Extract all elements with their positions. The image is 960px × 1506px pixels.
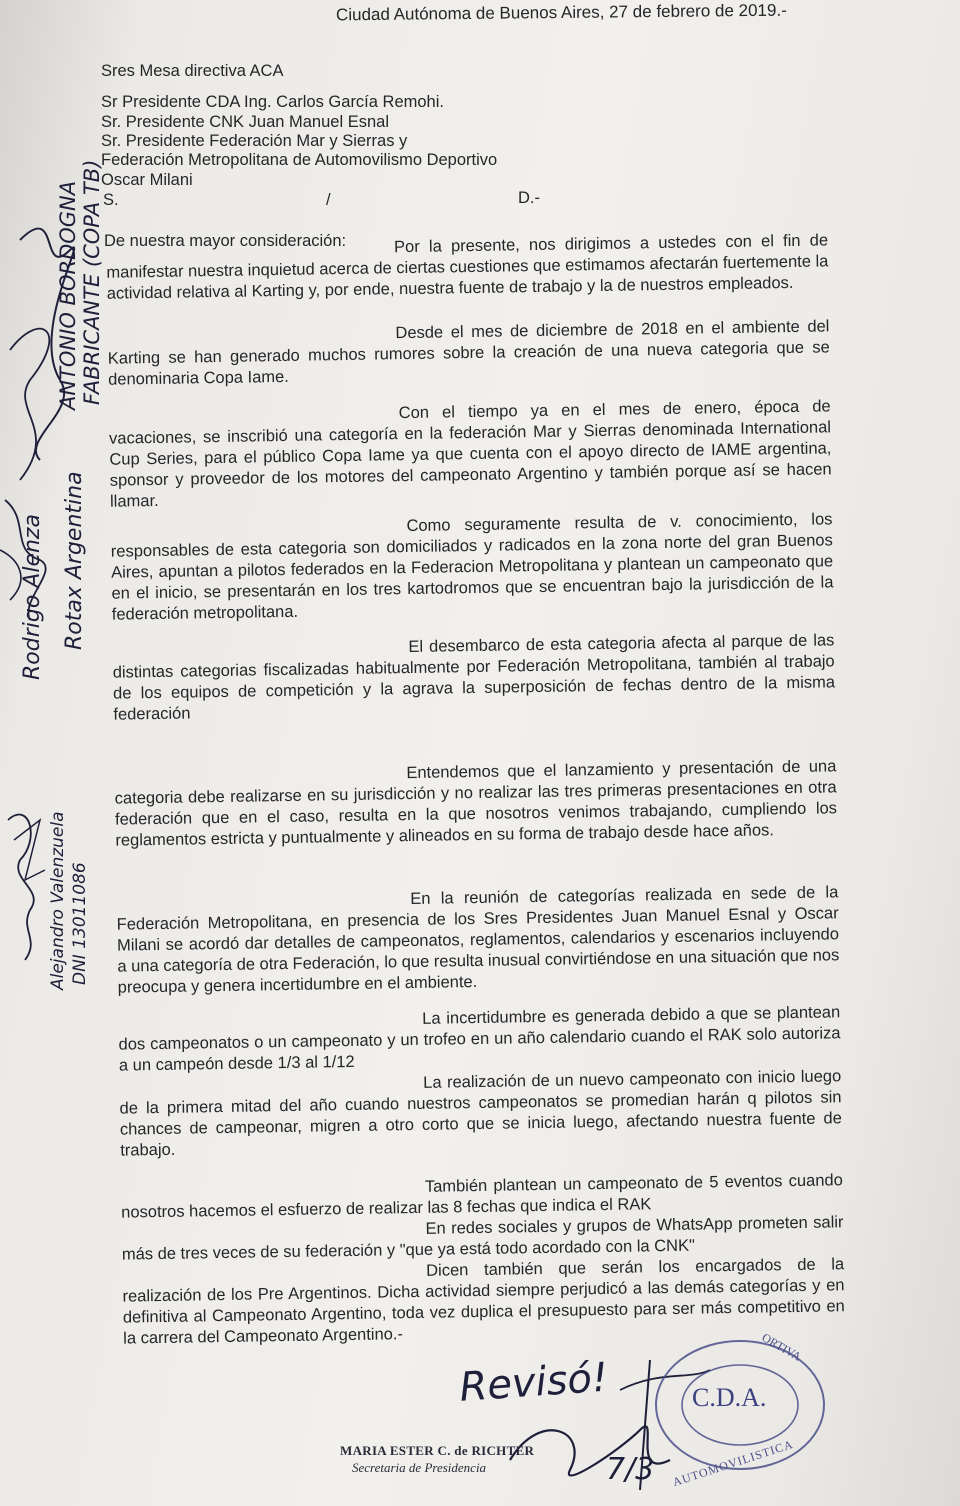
stamp-center-text: C.D.A. xyxy=(692,1383,767,1412)
salutation-slash: / xyxy=(326,191,331,209)
margin-note-valenzuela: Alejandro Valenzuela xyxy=(48,811,68,990)
signer-name: MARIA ESTER C. de RICHTER xyxy=(340,1443,535,1458)
page-mark: 7/3 xyxy=(606,1452,655,1487)
body-paragraph: También plantean un campeonato de 5 eventos cuando nosotros hacemos el esfuerzo de realizar las 8 fechas que indica el RAK xyxy=(121,1171,843,1222)
date-line: Ciudad Autónoma de Buenos Aires, 27 de febrero de 2019.- xyxy=(335,0,787,25)
body-paragraph: Entendemos que el lanzamiento y presentación de una categoria debe realizarse en su jurisdicción y no realizar las tres primeras presentaciones en otra federación que en el caso, resulta en la que nosotros venimos trabajando, cumpliendo los reglamentos estricta y puntualmente y alineados en su forma de trabajo desde hace años. xyxy=(114,757,838,850)
addressee-line: Oscar Milani xyxy=(101,171,193,189)
margin-note-fabricante: FABRICANTE (COPA TB) xyxy=(80,159,104,405)
signer-title: Secretaria de Presidencia xyxy=(352,1460,487,1475)
margin-note-rotax: Rotax Argentina xyxy=(62,471,87,650)
body-paragraph: En la reunión de categorías realizada en sede de la Federación Metropolitana, en presencia de los Sres Presidentes Juan Manuel Esnal y Oscar Milani se acordó dar detalles de campeonatos, reglamentos, calendarios y escenarios incluyendo a una categoría de otra Federación, lo que resulta inusual convirtiéndose en una situación que nos preocupa y genera incertidumbre en el ambiente. xyxy=(116,883,840,997)
margin-note-dni: DNI 13011086 xyxy=(70,862,90,985)
body-paragraph: Dicen también que serán los encargados de la realización de los Pre Argentinos. Dicha actividad siempre perjudicó a las demás categorías y en definitiva al Campeonato Argentino, toda vez duplica el presupuesto para ser más competitivo en la carrera del Campeonato Argentino.- xyxy=(122,1255,845,1348)
body-paragraph: El desembarco de esta categoria afecta al parque de las distintas categorias fiscalizadas habitualmente por Federación Metropolitana, también al trabajo de los equipos de competición y la agrava la superposición de fechas dentro de la misma federación xyxy=(112,631,836,724)
salutation-s: S. xyxy=(103,191,119,209)
addressee-line: Federación Metropolitana de Automovilismo Deportivo xyxy=(101,151,498,169)
salutation-d: D.- xyxy=(518,189,540,207)
addressee-line: Sr. Presidente CNK Juan Manuel Esnal xyxy=(101,113,389,131)
cda-stamp xyxy=(650,1330,830,1490)
body-paragraph: La realización de un nuevo campeonato con inicio luego de la primera mitad del año cuando nuestros campeonatos se promedian harán q pilotos sin chances de campeonar, migren a otro corto que se inicia luego, afectando nuestra fuente de trabajo. xyxy=(119,1067,842,1160)
body-paragraph: Con el tiempo ya en el mes de enero, época de vacaciones, se inscribió una categoría en la federación Mar y Sierras denominada International Cup Series, para el público Copa Iame ya que cuenta con el apoyo directo de IAME argentina, sponsor y proveedor de los motores del campeonato Argentino y también porque así se hacen llamar. xyxy=(108,397,832,511)
addressee-line: Sres Mesa directiva ACA xyxy=(101,62,284,80)
margin-note-alenza: Rodrigo Alenza xyxy=(20,514,45,680)
addressee-line: Sr. Presidente Federación Mar y Sierras y xyxy=(101,132,408,150)
signature-revised: Revisó! xyxy=(458,1354,610,1411)
greeting: De nuestra mayor consideración: xyxy=(104,232,347,250)
stamp-ring-bottom: AUTOMOVILISTICA xyxy=(670,1436,796,1490)
margin-note-bordogna: ANTONIO BORDOGNA xyxy=(56,180,80,410)
body-paragraph: Como seguramente resulta de v. conocimiento, los responsables de esta categoria son domiciliados y radicados en la zona norte del gran Buenos Aires, apuntan a pilotos federados en la Federacion Metropolitana y plantean un campeonato que en el inicio, se presentarán en los tres kartodromos que se encuentran bajo la jurisdicción de la federación metropolitana. xyxy=(110,510,834,624)
body-paragraph: En redes sociales y grupos de WhatsApp prometen salir más de tres veces de su federación y "que ya está todo acordado con la CNK" xyxy=(121,1213,844,1264)
stamp-ring-top: ORTIVA xyxy=(759,1330,804,1364)
addressee-line: Sr Presidente CDA Ing. Carlos García Remohi. xyxy=(101,93,444,111)
body-paragraph: Por la presente, nos dirigimos a ustedes con el fin de manifestar nuestra inquietud acerca de ciertas cuestiones que estimamos afectarán fuertemente la actividad relativa al Karting y, por ende, nuestra fuente de trabajo y la de nuestros empleados. xyxy=(106,231,829,303)
body-paragraph: Desde el mes de diciembre de 2018 en el ambiente del Karting se han generado muchos rumores sobre la creación de una nueva categoria que se denominaria Copa Iame. xyxy=(107,317,830,389)
body-paragraph: La incertidumbre es generada debido a que se plantean dos campeonatos o un campeonato y un trofeo en un año calendario cuando el RAK solo autoriza a un campeón desde 1/3 al 1/12 xyxy=(118,1003,841,1075)
